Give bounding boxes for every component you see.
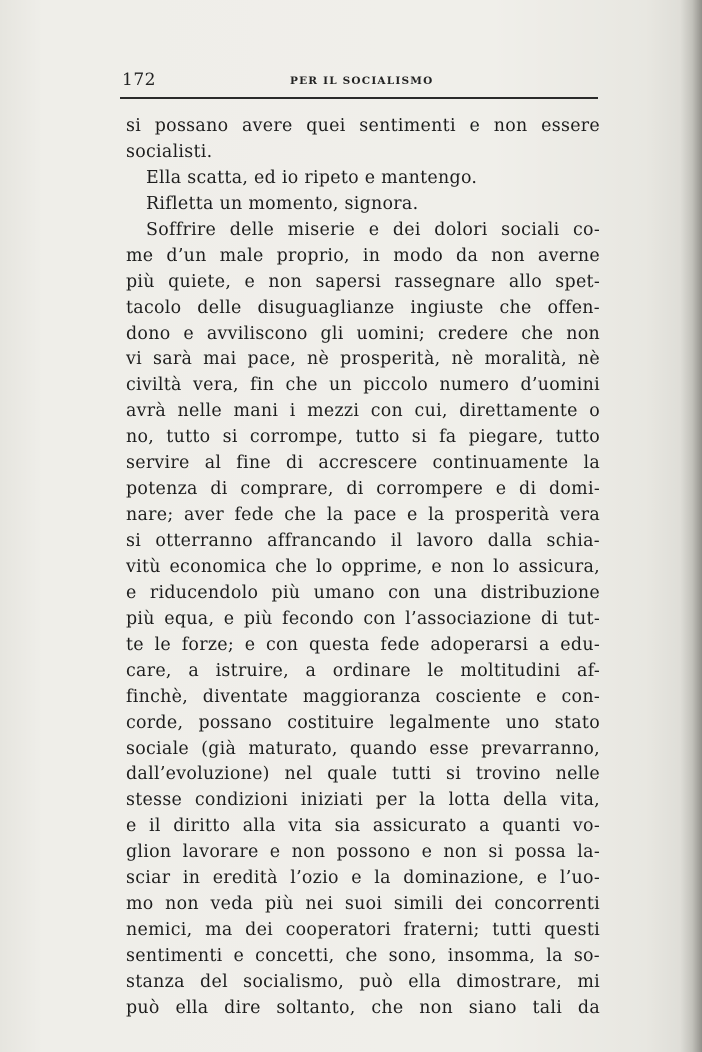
header-rule bbox=[120, 97, 598, 99]
text-line: potenza di comprare, di corrompere e di domi- bbox=[126, 479, 600, 500]
text-line: si possano avere quei sentimenti e non essere bbox=[126, 116, 600, 136]
page-number: 172 bbox=[122, 70, 156, 90]
text-line: nemici, ma dei cooperatori fraterni; tutti questi bbox=[126, 920, 600, 941]
text-line: sociale (già maturato, quando esse prevarranno, bbox=[126, 738, 600, 759]
text-line: finchè, diventate maggioranza cosciente e con- bbox=[126, 686, 600, 707]
text-line: me d’un male proprio, in modo da non averne bbox=[126, 245, 600, 266]
text-line: e riducendolo più umano con una distribuzione bbox=[126, 582, 600, 603]
text-line: dall’evoluzione) nel quale tutti si trovino nelle bbox=[126, 764, 600, 785]
text-line: sentimenti e concetti, che sono, insomma, la so- bbox=[126, 946, 600, 966]
text-line: nare; aver fede che la pace e la prosperità vera bbox=[126, 505, 600, 526]
text-line: vi sarà mai pace, nè prosperità, nè moralità, nè bbox=[126, 349, 600, 370]
text-line: può ella dire soltanto, che non siano tali da bbox=[126, 997, 600, 1018]
text-line: più quiete, e non sapersi rassegnare allo spet- bbox=[126, 271, 600, 292]
text-line: servire al fine di accrescere continuamente la bbox=[126, 453, 600, 474]
text-line: mo non veda più nei suoi simili dei concorrenti bbox=[126, 894, 600, 915]
text-line: Ella scatta, ed io ripeto e mantengo. bbox=[146, 167, 478, 188]
text-line: e il diritto alla vita sia assicurato a quanti vo- bbox=[126, 816, 600, 837]
text-line: avrà nelle mani i mezzi con cui, direttamente o bbox=[126, 401, 600, 422]
text-line: socialisti. bbox=[126, 141, 213, 162]
text-line: più equa, e più fecondo con l’associazione di tut- bbox=[126, 608, 600, 629]
text-line: te le forze; e con questa fede adoperarsi a edu- bbox=[126, 634, 600, 655]
text-line: no, tutto si corrompe, tutto si fa piegare, tutto bbox=[126, 427, 600, 448]
text-line: Soffrire delle miserie e dei dolori sociali co- bbox=[146, 219, 600, 240]
text-line: stanza del socialismo, può ella dimostrare, mi bbox=[126, 971, 600, 992]
text-line: glion lavorare e non possono e non si possa la- bbox=[126, 842, 600, 863]
text-line: dono e avviliscono gli uomini; credere che non bbox=[126, 323, 600, 344]
text-line: civiltà vera, fin che un piccolo numero d’uomini bbox=[126, 375, 600, 396]
text-line: tacolo delle disuguaglianze ingiuste che offen- bbox=[126, 297, 600, 318]
text-line: corde, possano costituire legalmente uno stato bbox=[126, 712, 600, 733]
text-line: Rifletta un momento, signora. bbox=[146, 193, 419, 214]
page-gutter-shadow bbox=[680, 0, 702, 1052]
text-line: sciar in eredità l’ozio e la dominazione, e l’uo- bbox=[126, 868, 600, 889]
body-text bbox=[126, 114, 600, 1022]
text-line: care, a istruire, a ordinare le moltitudini af- bbox=[126, 660, 600, 681]
text-line: stesse condizioni iniziati per la lotta della vita, bbox=[126, 790, 600, 811]
text-line: si otterranno affrancando il lavoro dalla schia- bbox=[126, 531, 600, 551]
text-line: vitù economica che lo opprime, e non lo assicura, bbox=[126, 556, 600, 577]
running-title: PER IL SOCIALISMO bbox=[290, 75, 434, 87]
page-header bbox=[120, 70, 598, 92]
